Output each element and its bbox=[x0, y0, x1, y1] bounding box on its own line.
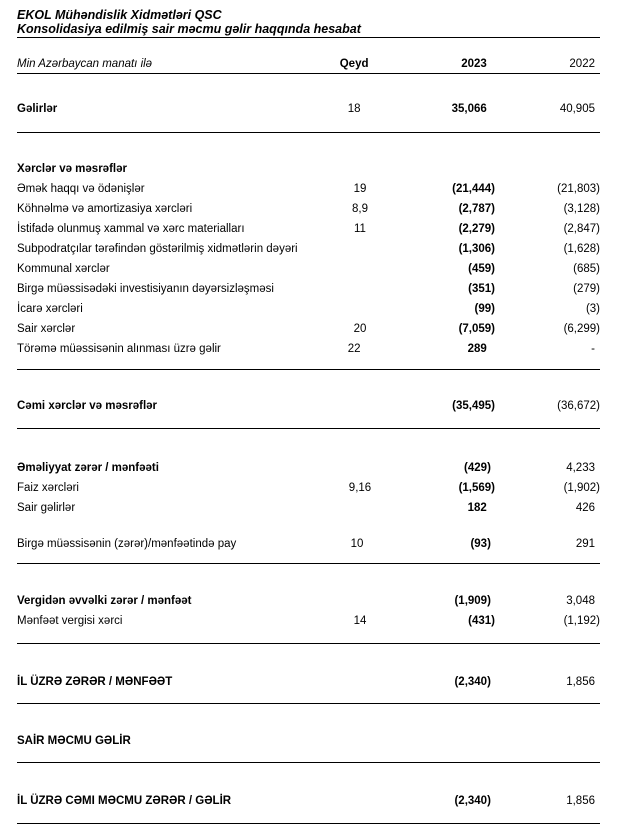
value-2023: 182 bbox=[467, 502, 487, 514]
value-2023: 35,066 bbox=[451, 103, 487, 115]
value-2023: (1,909) bbox=[454, 595, 491, 607]
value-2023: (429) bbox=[464, 462, 491, 474]
value-2023: (7,059) bbox=[458, 323, 495, 335]
row-label: Mənfəət vergisi xərci bbox=[17, 615, 123, 627]
note-ref: 14 bbox=[353, 615, 367, 627]
divider bbox=[17, 823, 600, 824]
value-2023: (1,569) bbox=[458, 482, 495, 494]
note-ref: 20 bbox=[353, 323, 367, 335]
row-salaries bbox=[17, 179, 600, 199]
row-interest-expenses bbox=[17, 478, 600, 498]
row-label: Cəmi xərclər və məsrəflər bbox=[17, 400, 158, 412]
value-2022: (3,128) bbox=[563, 203, 600, 215]
value-2022: (3) bbox=[585, 303, 600, 315]
row-total-expenses bbox=[17, 396, 600, 416]
row-label: Sair xərclər bbox=[17, 323, 76, 335]
value-2022: (36,672) bbox=[557, 400, 600, 412]
value-2022: 40,905 bbox=[559, 103, 595, 115]
divider bbox=[17, 37, 600, 38]
note-ref: 19 bbox=[353, 183, 367, 195]
value-2022: 291 bbox=[575, 538, 595, 550]
row-total-comprehensive-income bbox=[17, 791, 600, 811]
table-header-row bbox=[17, 58, 600, 74]
value-2022: (1,902) bbox=[563, 482, 600, 494]
row-subsidiary-acquisition-gain bbox=[17, 339, 600, 359]
row-expenses-section bbox=[17, 159, 600, 179]
row-label: İL ÜZRƏ CƏMI MƏCMU ZƏRƏR / GƏLİR bbox=[17, 795, 232, 807]
column-header-2022: 2022 bbox=[569, 58, 595, 70]
value-2022: 1,856 bbox=[566, 795, 595, 807]
column-header-2023: 2023 bbox=[461, 58, 487, 70]
value-2023: (21,444) bbox=[452, 183, 495, 195]
note-ref: 11 bbox=[354, 223, 366, 235]
divider bbox=[17, 428, 600, 429]
note-ref: 18 bbox=[347, 103, 361, 115]
divider bbox=[17, 643, 600, 644]
row-label: İcarə xərcləri bbox=[17, 303, 83, 315]
row-label: Subpodratçılar tərəfindən göstərilmiş xidmətlərin dəyəri bbox=[17, 243, 298, 255]
note-ref: 9,16 bbox=[348, 482, 372, 494]
value-2022: (1,628) bbox=[563, 243, 600, 255]
row-jv-investment-impairment bbox=[17, 279, 600, 299]
note-ref: 10 bbox=[350, 538, 364, 550]
value-2023: (99) bbox=[474, 303, 495, 315]
value-2023: (93) bbox=[470, 538, 491, 550]
row-label: Əmək haqqı və ödənişlər bbox=[17, 183, 145, 195]
value-2022: (6,299) bbox=[563, 323, 600, 335]
value-2023: (351) bbox=[468, 283, 495, 295]
row-label: Birgə müəssisədəki investisiyanın dəyərsizləşməsi bbox=[17, 283, 274, 295]
row-utilities bbox=[17, 259, 600, 279]
row-revenues bbox=[17, 99, 600, 119]
row-other-comprehensive-income bbox=[17, 731, 600, 751]
value-2022: (21,803) bbox=[557, 183, 600, 195]
divider bbox=[17, 762, 600, 763]
note-ref: 8,9 bbox=[352, 203, 368, 215]
row-label: İstifadə olunmuş xammal və xərc materialları bbox=[17, 223, 245, 235]
row-profit-for-year bbox=[17, 672, 600, 692]
row-jv-profit-share bbox=[17, 534, 600, 554]
divider bbox=[17, 563, 600, 564]
row-subcontractor-services bbox=[17, 239, 600, 259]
value-2023: (2,279) bbox=[458, 223, 495, 235]
value-2023: (431) bbox=[468, 615, 495, 627]
value-2023: 289 bbox=[467, 343, 487, 355]
row-raw-materials bbox=[17, 219, 600, 239]
value-2023: (459) bbox=[468, 263, 495, 275]
row-label: SAİR MƏCMU GƏLİR bbox=[17, 735, 131, 747]
value-2023: (2,340) bbox=[454, 676, 491, 688]
value-2022: - bbox=[591, 343, 595, 355]
row-label: Xərclər və məsrəflər bbox=[17, 163, 127, 175]
value-2023: (1,306) bbox=[458, 243, 495, 255]
value-2022: 426 bbox=[575, 502, 595, 514]
row-income-tax-expense bbox=[17, 611, 600, 631]
divider bbox=[17, 369, 600, 370]
row-lease-expenses bbox=[17, 299, 600, 319]
row-other-expenses bbox=[17, 319, 600, 339]
row-label: Faiz xərcləri bbox=[17, 482, 79, 494]
row-label: Köhnəlmə və amortizasiya xərcləri bbox=[17, 203, 193, 215]
row-label: Əməliyyat zərər / mənfəəti bbox=[17, 462, 159, 474]
row-label: İL ÜZRƏ ZƏRƏR / MƏNFƏƏT bbox=[17, 676, 173, 688]
value-2022: (2,847) bbox=[563, 223, 600, 235]
value-2023: (2,340) bbox=[454, 795, 491, 807]
divider bbox=[17, 703, 600, 704]
value-2023: (2,787) bbox=[458, 203, 495, 215]
row-label: Sair gəlirlər bbox=[17, 502, 76, 514]
value-2022: (1,192) bbox=[563, 615, 600, 627]
row-label: Gəlirlər bbox=[17, 103, 58, 115]
value-2022: 3,048 bbox=[566, 595, 595, 607]
column-header-note: Qeyd bbox=[339, 58, 369, 70]
value-2022: (685) bbox=[573, 263, 600, 275]
value-2023: (35,495) bbox=[452, 400, 495, 412]
value-2022: 1,856 bbox=[566, 676, 595, 688]
value-2022: 4,233 bbox=[566, 462, 595, 474]
row-profit-before-tax bbox=[17, 591, 600, 611]
divider bbox=[17, 132, 600, 133]
row-other-income bbox=[17, 498, 600, 518]
row-label: Vergidən əvvəlki zərər / mənfəət bbox=[17, 595, 192, 607]
column-header-units: Min Azərbaycan manatı ilə bbox=[17, 58, 153, 70]
note-ref: 22 bbox=[347, 343, 361, 355]
row-label: Birgə müəssisənin (zərər)/mənfəətində pay bbox=[17, 538, 237, 550]
value-2022: (279) bbox=[573, 283, 600, 295]
company-name: EKOL Mühəndislik Xidmətləri QSC bbox=[17, 8, 222, 22]
row-depreciation bbox=[17, 199, 600, 219]
report-title: Konsolidasiya edilmiş sair məcmu gəlir haqqında hesabat bbox=[17, 21, 361, 36]
row-operating-profit bbox=[17, 458, 600, 478]
row-label: Kommunal xərclər bbox=[17, 263, 110, 275]
row-label: Törəmə müəssisənin alınması üzrə gəlir bbox=[17, 343, 221, 355]
